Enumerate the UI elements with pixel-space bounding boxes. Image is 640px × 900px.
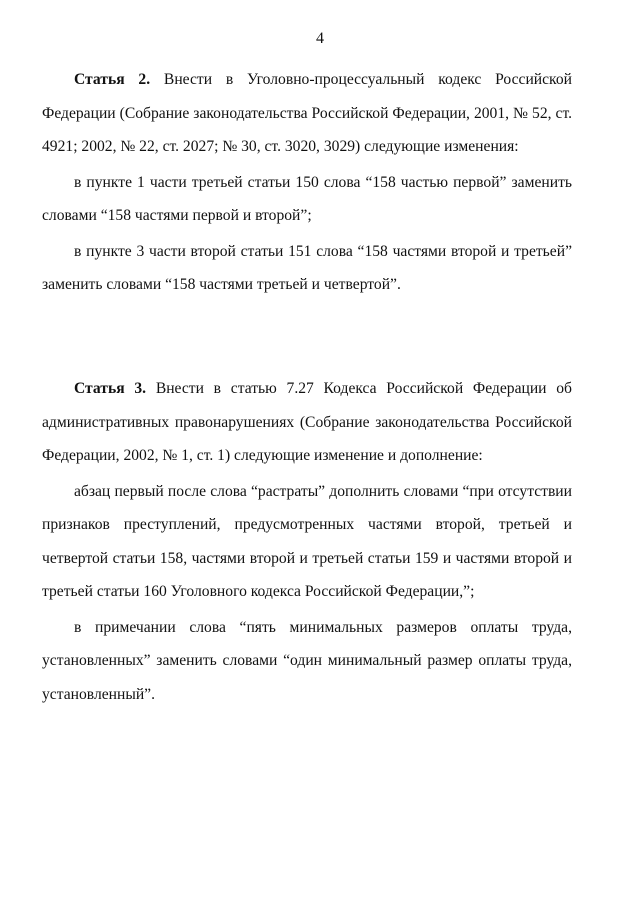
- page-number: 4: [316, 30, 324, 47]
- article-2-title: Статья 2.: [74, 71, 151, 88]
- article-3-intro: [42, 372, 572, 473]
- article-3: [42, 372, 572, 711]
- article-2-intro-text: Внести в Уголовно-процессуальный кодекс Российской Федерации (Собрание законодательства Российской Федерации, 2001, № 52, ст. 4921; 2002, № 22, ст. 2027; № 30, ст. 3020, 3029) следующие изменения:: [42, 71, 572, 155]
- article-2: [42, 63, 572, 302]
- article-3-paragraph-2: в примечании слова “пять минимальных размеров оплаты труда, установленных” заменить словами “один минимальный размер оплаты труда, установленный”.: [42, 618, 572, 703]
- article-3-paragraph-1: абзац первый после слова “растраты” дополнить словами “при отсутствии признаков преступлений, предусмотренных частями второй, третьей и четвертой статьи 158, частями второй и третьей статьи 159 и частями второй и третьей статьи 160 Уголовного кодекса Российской Федерации,”;: [42, 482, 572, 600]
- article-2-paragraph-1: в пункте 1 части третьей статьи 150 слова “158 частью первой” заменить словами “158 частями первой и второй”;: [42, 173, 572, 224]
- article-2-intro: [42, 63, 572, 164]
- article-3-title: Статья 3.: [74, 380, 147, 397]
- article-3-intro-text: Внести в статью 7.27 Кодекса Российской Федерации об административных правонарушениях (Собрание законодательства Российской Федерации, 2002, № 1, ст. 1) следующие изменение и дополнение:: [42, 380, 572, 464]
- article-2-paragraph-2: в пункте 3 части второй статьи 151 слова “158 частями второй и третьей” заменить словами “158 частями третьей и четвертой”.: [42, 242, 572, 293]
